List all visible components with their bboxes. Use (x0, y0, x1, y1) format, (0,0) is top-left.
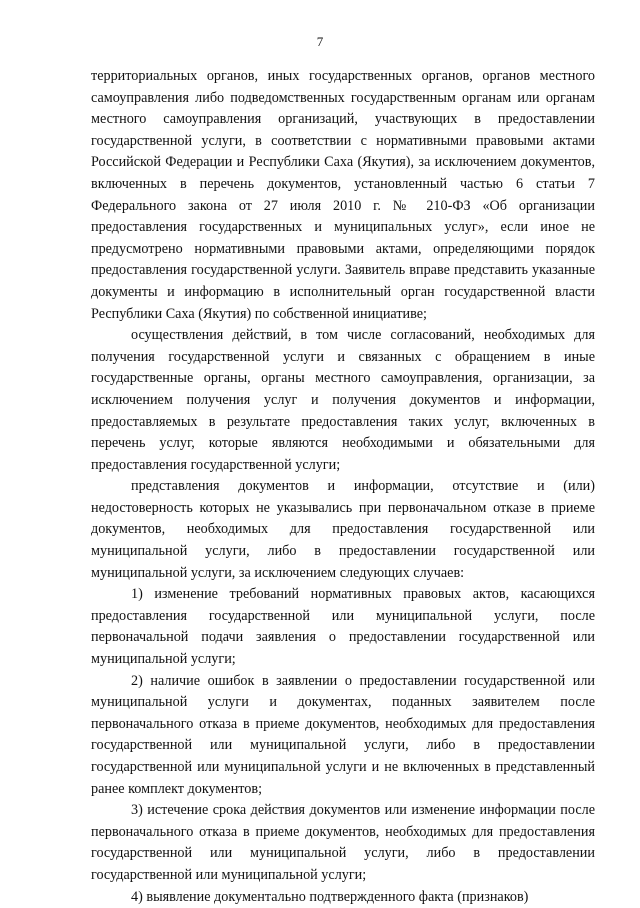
paragraph: представления документов и информации, отсутствие и (или) недостоверность которых не указывались при первоначальном отказе в приеме документов, необходимых для предоставления государственной или муниципальной услуги, либо в предоставлении государственной или муниципальной услуги, за исключением следующих случаев: (91, 478, 595, 581)
list-item: 1) изменение требований нормативных правовых актов, касающихся предоставления государственной или муниципальной услуги, после первоначальной подачи заявления о предоставлении государственной или муниципальной услуги; (91, 586, 595, 668)
paragraph: осуществления действий, в том числе согласований, необходимых для получения государственной услуги и связанных с обращением в иные государственные органы, органы местного самоуправления, организации, за исключением получения услуг и получения документов и информации, предоставляемых в результате предоставления таких услуг, включенных в перечень услуг, которые являются необходимыми и обязательными для предоставления государственной услуги; (91, 327, 595, 473)
paragraph: территориальных органов, иных государственных органов, органов местного самоуправления либо подведомственных государственным органам или органам местного самоуправления организаций, участвующих в предоставлении государственной услуги, в соответствии с нормативными правовыми актами Российской Федерации и Республики Саха (Якутия), за исключением документов, включенных в перечень документов, установленный частью 6 статьи 7 Федерального закона от 27 июля 2010 г. № 210-ФЗ «Об организации предоставления государственных и муниципальных услуг», если иное не предусмотрено нормативными правовыми актами, определяющими порядок предоставления государственной услуги. Заявитель вправе представить указанные документы и информацию в исполнительный орган государственной власти Республики Саха (Якутия) по собственной инициативе; (91, 68, 595, 322)
document-body (91, 66, 595, 908)
list-item: 2) наличие ошибок в заявлении о предоставлении государственной или муниципальной услуги и документах, поданных заявителем после первоначального отказа в приеме документов, необходимых для предоставления государственной или муниципальной услуги, либо в предоставлении государственной или муниципальной услуги и не включенных в представленный ранее комплект документов; (91, 672, 595, 797)
list-item: 4) выявление документально подтвержденного факта (признаков) (131, 888, 529, 905)
list-item: 3) истечение срока действия документов или изменение информации после первоначального отказа в приеме документов, необходимых для предоставления государственной или муниципальной услуги, либо в предоставлении государственной или муниципальной услуги; (91, 802, 595, 883)
page-number: 7 (316, 34, 324, 49)
